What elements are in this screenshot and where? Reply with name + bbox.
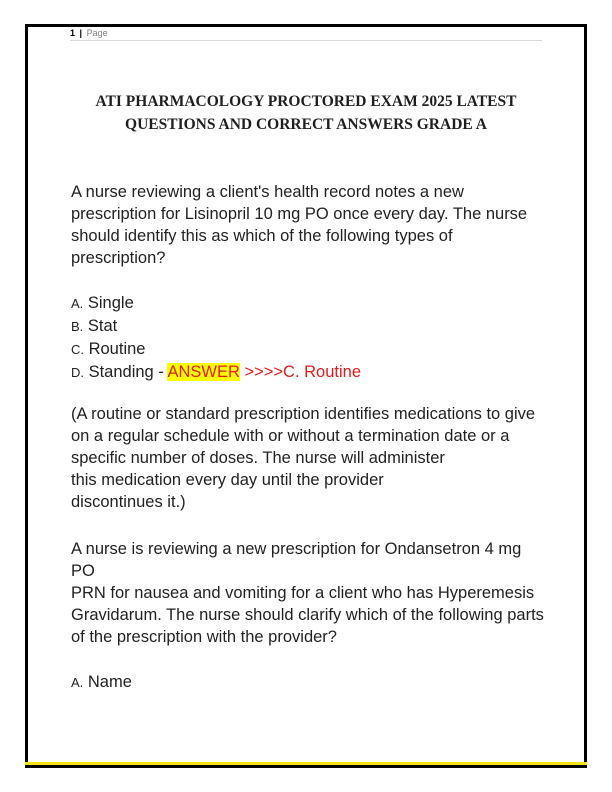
question-1-text: A nurse reviewing a client's health record notes a new prescription for Lisinopril 10 mg PO once every day. The nurse should identify this as which of the following types of prescription? — [71, 183, 528, 267]
option-letter: C. — [71, 342, 84, 357]
option-letter: A. — [71, 296, 84, 311]
question-2-options — [71, 671, 546, 694]
footer-rule — [25, 762, 587, 765]
option-letter: B. — [71, 319, 84, 334]
option-b — [71, 315, 546, 338]
question-2-line-1: A nurse is reviewing a new prescription for Ondansetron 4 mg PO — [71, 540, 522, 580]
page-separator: | — [79, 28, 83, 38]
option-letter: D. — [71, 365, 84, 380]
page-header — [70, 27, 542, 41]
option-c — [71, 338, 546, 361]
rationale-line-3: discontinues it.) — [71, 493, 186, 511]
document-title — [70, 90, 542, 136]
rationale — [71, 403, 546, 513]
title-line-1: ATI PHARMACOLOGY PROCTORED EXAM 2025 LATEST — [95, 93, 517, 110]
option-text: Routine — [88, 340, 146, 358]
option-text: Standing - — [88, 363, 168, 381]
option-d — [71, 361, 546, 384]
rationale-line-2: this medication every day until the provider — [71, 471, 384, 489]
option-a — [71, 671, 546, 694]
option-text: Stat — [87, 317, 118, 335]
page-number: 1 — [70, 28, 76, 38]
question-2 — [71, 538, 546, 648]
question-1 — [71, 181, 546, 269]
rationale-line-1: (A routine or standard prescription identifies medications to give on a regular schedule with or without a termination date or a specific number of doses. The nurse will administer — [71, 405, 536, 467]
answer-label: ANSWER — [167, 363, 240, 381]
answer-text: >>>>C. Routine — [239, 363, 361, 381]
question-1-options — [71, 292, 546, 384]
page-label: Page — [86, 28, 108, 38]
option-letter: A. — [71, 675, 84, 690]
option-text: Single — [87, 294, 134, 312]
question-2-line-2: PRN for nausea and vomiting for a client who has Hyperemesis Gravidarum. The nurse should clarify which of the following parts of the prescription with the provider? — [71, 584, 544, 646]
option-a — [71, 292, 546, 315]
title-line-2: QUESTIONS AND CORRECT ANSWERS GRADE A — [125, 116, 487, 133]
option-text: Name — [87, 673, 132, 691]
